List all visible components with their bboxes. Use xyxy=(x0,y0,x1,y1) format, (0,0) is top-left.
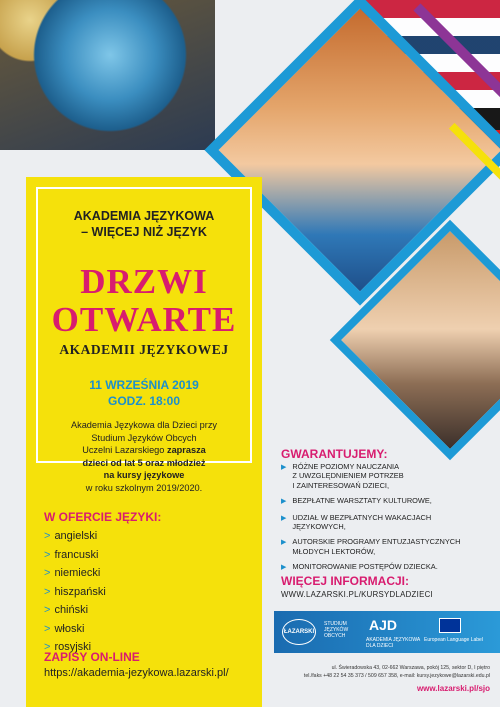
globe-photo xyxy=(0,0,215,150)
guarantee-item: ▶ MONITOROWANIE POSTĘPÓW DZIECKA. xyxy=(281,562,438,572)
arrow-icon: > xyxy=(44,622,51,635)
guarantee-item: ▶ UDZIAŁ W BEZPŁATNYCH WAKACJACH JĘZYKOWYCH, xyxy=(281,512,432,532)
event-date: 11 WRZEŚNIA 2019 xyxy=(89,378,199,392)
arrow-icon: > xyxy=(44,567,51,579)
description-line: Uczelni Lazarskiego zaprasza xyxy=(82,445,206,455)
european-language-label: European Language Label xyxy=(424,637,483,643)
description-line: w roku szkolnym 2019/2020. xyxy=(85,482,203,493)
headline-word2: OTWARTE xyxy=(51,300,237,339)
language-item: > angielski xyxy=(44,530,98,542)
guarantee-item: ▶ RÓŻNE POZIOMY NAUCZANIA Z UWZGLĘDNIENIEM POTRZEB I ZAINTERESOWAŃ DZIECI, xyxy=(281,462,404,490)
triangle-bullet-icon: ▶ xyxy=(281,464,287,471)
arrow-icon: > xyxy=(44,548,51,561)
academy-title xyxy=(36,208,252,240)
logo-bar xyxy=(274,611,500,653)
footer-address xyxy=(290,664,490,680)
language-item: > rosyjski xyxy=(44,641,92,653)
eu-flag-icon xyxy=(439,618,461,633)
triangle-bullet-icon: ▶ xyxy=(281,514,287,522)
academy-title-line1: AKADEMIA JĘZYKOWA xyxy=(73,209,215,223)
description-line: Studium Języków Obcych xyxy=(91,432,197,443)
contact-line: tel./faks +48 22 54 35 373 / 509 657 358, e-mail: kursy.jezykowe@lazarski.edu.pl xyxy=(303,673,490,679)
signup-link[interactable]: https://akademia-jezykowa.lazarski.pl/ xyxy=(44,667,229,679)
headline-subtitle: AKADEMII JĘZYKOWEJ xyxy=(59,342,229,357)
more-info-heading: WIĘCEJ INFORMACJI: xyxy=(281,574,410,588)
event-time: GODZ. 18:00 xyxy=(107,394,181,408)
academy-title-line2: – WIĘCEJ NIŻ JĘZYK xyxy=(81,225,207,239)
studium-logo-text: STUDIUM JĘZYKÓW OBCYCH xyxy=(324,621,349,639)
description-line: Akademia Językowa dla Dzieci przy xyxy=(70,420,218,430)
arrow-icon: > xyxy=(44,530,51,542)
language-item: > niemiecki xyxy=(44,567,101,579)
guarantee-list xyxy=(281,462,491,579)
signup-heading: ZAPISY ON-LINE xyxy=(44,650,140,664)
triangle-bullet-icon: ▶ xyxy=(281,539,287,547)
triangle-bullet-icon: ▶ xyxy=(281,564,287,572)
arrow-icon: > xyxy=(44,641,51,653)
description-line: na kursy językowe xyxy=(103,470,185,480)
languages-list xyxy=(44,527,106,657)
ajd-logo-subtitle: AKADEMIA JĘZYKOWA DLA DZIECI xyxy=(366,637,420,649)
description xyxy=(40,419,248,494)
language-item: > francuski xyxy=(44,548,99,561)
triangle-bullet-icon: ▶ xyxy=(281,498,287,506)
arrow-icon: > xyxy=(44,604,51,616)
ajd-logo: AJD xyxy=(369,617,398,633)
languages-heading: W OFERCIE JĘZYKI: xyxy=(44,510,162,524)
description-line: dzieci od lat 5 oraz młodzież xyxy=(82,457,206,468)
address-line: ul. Świeradowska 43, 02-662 Warszawa, pokój 125, sektor D, I piętro xyxy=(331,665,490,671)
language-item: > hiszpański xyxy=(44,585,106,598)
guarantee-item: ▶ AUTORSKIE PROGRAMY ENTUZJASTYCZNYCH MŁODYCH LEKTORÓW, xyxy=(281,537,461,556)
more-info-link[interactable]: WWW.LAZARSKI.PL/KURSYDLADZIECI xyxy=(281,590,433,599)
language-item: > chiński xyxy=(44,604,89,616)
guarantee-item: ▶ BEZPŁATNE WARSZTATY KULTUROWE, xyxy=(281,496,432,506)
headline-word1: DRZWI xyxy=(80,262,208,301)
footer-website-link[interactable]: www.lazarski.pl/sjo xyxy=(416,684,490,693)
language-item: > włoski xyxy=(44,622,85,635)
arrow-icon: > xyxy=(44,585,51,598)
lazarski-logo: ŁAZARSKI xyxy=(282,619,316,645)
guarantee-heading: GWARANTUJEMY: xyxy=(281,447,388,461)
